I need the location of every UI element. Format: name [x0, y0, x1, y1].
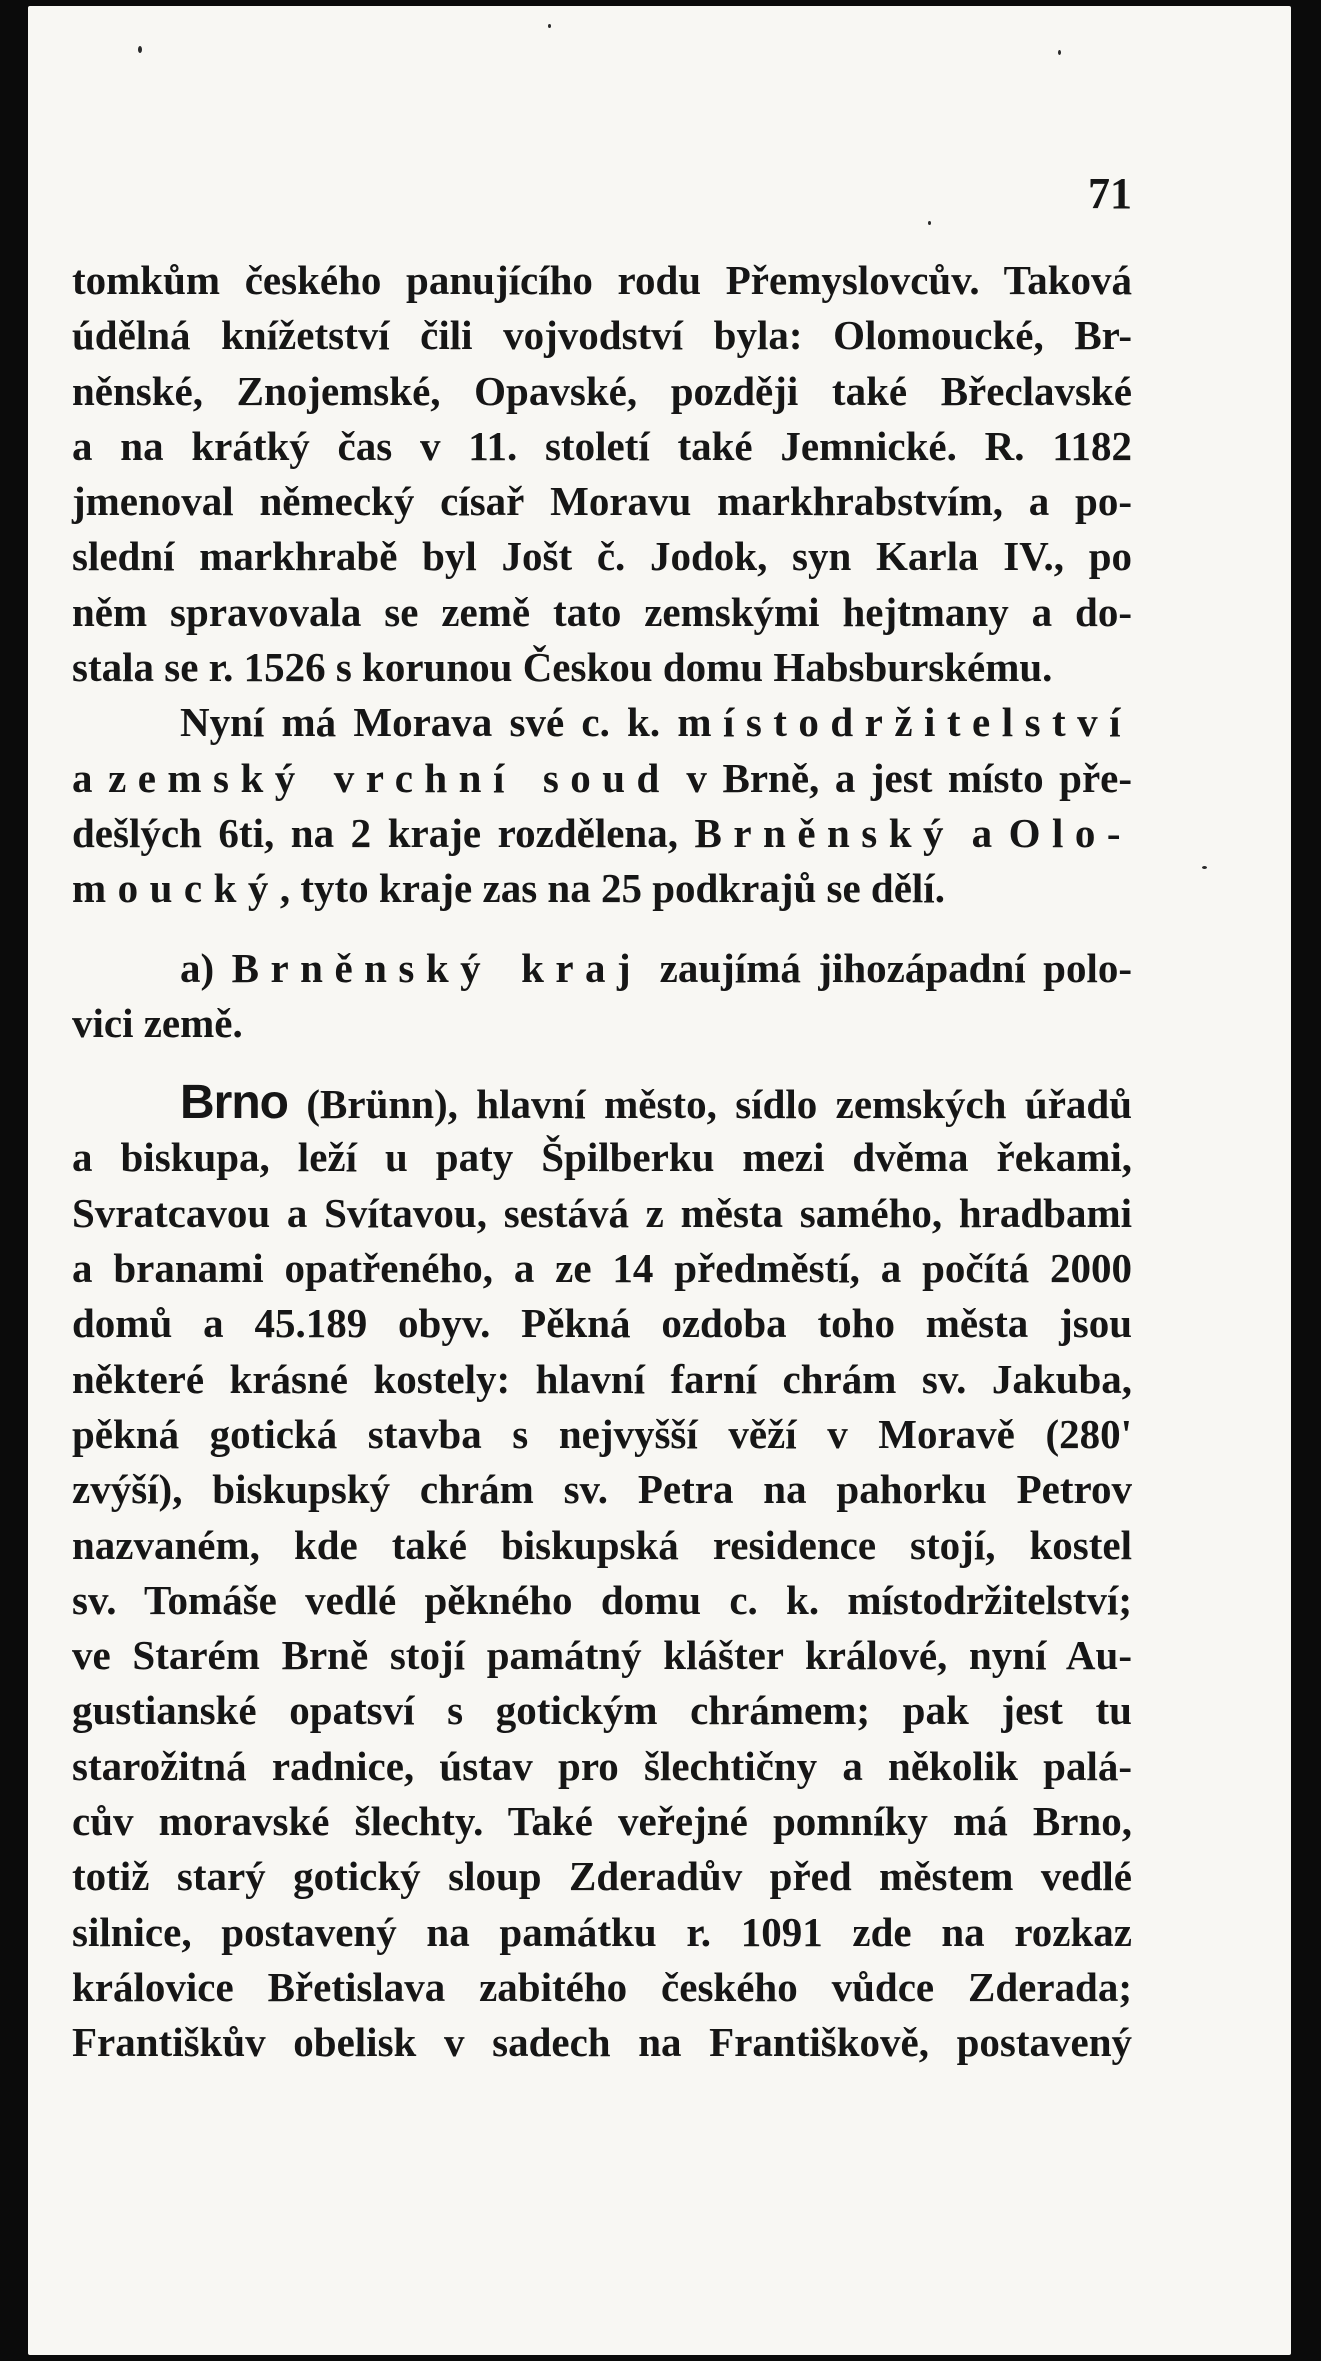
text-line: tomkům českého panujícího rodu Přemyslovcův. Taková	[72, 257, 1132, 303]
text-line: domů a 45.189 obyv. Pěkná ozdoba toho města jsou	[72, 1300, 1132, 1347]
text-run: , tyto kraje zas na 25 podkrajů se dělí.	[279, 865, 945, 912]
text-run: a	[72, 754, 109, 801]
paragraph-brno-city	[72, 1075, 1132, 2070]
text-line	[72, 806, 1132, 861]
text-run: (Brünn), hlavní město, sídlo zemských úřadů	[287, 1081, 1132, 1128]
paragraph-administration	[72, 695, 1132, 916]
text-line: jmenoval německý císař Moravu markhrabstvím, a po-	[72, 478, 1132, 525]
spaced-term: moucký	[72, 865, 280, 912]
text-line	[72, 695, 1132, 750]
scan-speck	[1058, 50, 1061, 55]
text-line: sv. Tomáše vedlé pěkného domu c. k. místodržitelství;	[72, 1576, 1132, 1623]
page-text	[72, 253, 1132, 2071]
item-label: a)	[180, 944, 232, 991]
page-number: 71	[1088, 169, 1132, 218]
text-line	[72, 1075, 1132, 1130]
text-line: královice Břetislava zabitého českého vůdce Zderada;	[72, 1963, 1132, 2010]
text-line: totiž starý gotický sloup Zderadův před městem vedlé	[72, 1853, 1132, 1900]
spaced-term: Brněnský	[694, 809, 955, 856]
text-line: starožitná radnice, ústav pro šlechtičny a několik palá-	[72, 1742, 1132, 1789]
scan-speck	[928, 221, 931, 225]
text-line: něm spravovala se země tato zemskými hejtmany a do-	[72, 588, 1132, 635]
text-line: silnice, postavený na památku r. 1091 zde na rozkaz	[72, 1908, 1132, 1955]
text-line: a branami opatřeného, a ze 14 předměstí, a počítá 2000	[72, 1245, 1132, 1292]
text-line: cův moravské šlechty. Také veřejné pomníky má Brno,	[72, 1798, 1132, 1845]
spaced-term: Olo-	[1008, 809, 1133, 856]
text-line: ve Starém Brně stojí památný klášter králové, nyní Au-	[72, 1632, 1132, 1679]
text-run: dešlých 6ti, na 2 kraje rozdělena,	[72, 809, 695, 856]
text-run: a	[955, 809, 1009, 856]
text-line: stala se r. 1526 s korunou Českou domu Habsburskému.	[72, 644, 1053, 691]
scan-speck	[548, 24, 551, 28]
text-line: a biskupa, leží u paty Špilberku mezi dvěma řekami,	[72, 1134, 1132, 1181]
text-line: Svratcavou a Svítavou, sestává z města samého, hradbami	[72, 1189, 1132, 1236]
text-line: gustianské opatsví s gotickým chrámem; pak jest tu	[72, 1687, 1132, 1734]
headword: Brno	[180, 1076, 288, 1130]
text-line: údělná knížetství čili vojvodství byla: Olomoucké, Br-	[72, 312, 1132, 359]
spaced-term: místodržitelství	[677, 699, 1132, 746]
text-line	[72, 751, 1132, 806]
text-line: slední markhrabě byl Jošt č. Jodok, syn Karla IV., po	[72, 533, 1132, 580]
text-line: nazvaném, kde také biskupská residence stojí, kostel	[72, 1521, 1132, 1568]
text-line: pěkná gotická stavba s nejvyšší věží v Moravě (280'	[72, 1410, 1132, 1457]
text-line: vici země.	[72, 999, 243, 1046]
spaced-term: Brněnský kraj	[231, 944, 643, 991]
text-line: něnské, Znojemské, Opavské, později také Břeclavské	[72, 367, 1132, 414]
text-line: zvýší), biskupský chrám sv. Petra na pahorku Petrov	[72, 1466, 1132, 1513]
text-run: Nyní má Morava své c. k.	[180, 699, 678, 746]
text-line	[72, 941, 1132, 996]
text-run: v Brně, a jest místo pře-	[670, 754, 1132, 801]
spaced-term: zemský vrchní soud	[108, 754, 671, 801]
text-run: zaujímá jihozápadní polo-	[642, 944, 1133, 991]
scan-speck	[138, 46, 142, 53]
paragraph-history	[72, 253, 1132, 695]
scan-speck	[1202, 866, 1207, 869]
text-line: některé krásné kostely: hlavní farní chrám sv. Jakuba,	[72, 1355, 1132, 1402]
text-line	[72, 861, 1132, 916]
text-line: Františkův obelisk v sadech na Františkově, postavený	[72, 2019, 1132, 2066]
paragraph-brno-region	[72, 941, 1132, 1052]
text-line: a na krátký čas v 11. století také Jemnické. R. 1182	[72, 422, 1132, 469]
